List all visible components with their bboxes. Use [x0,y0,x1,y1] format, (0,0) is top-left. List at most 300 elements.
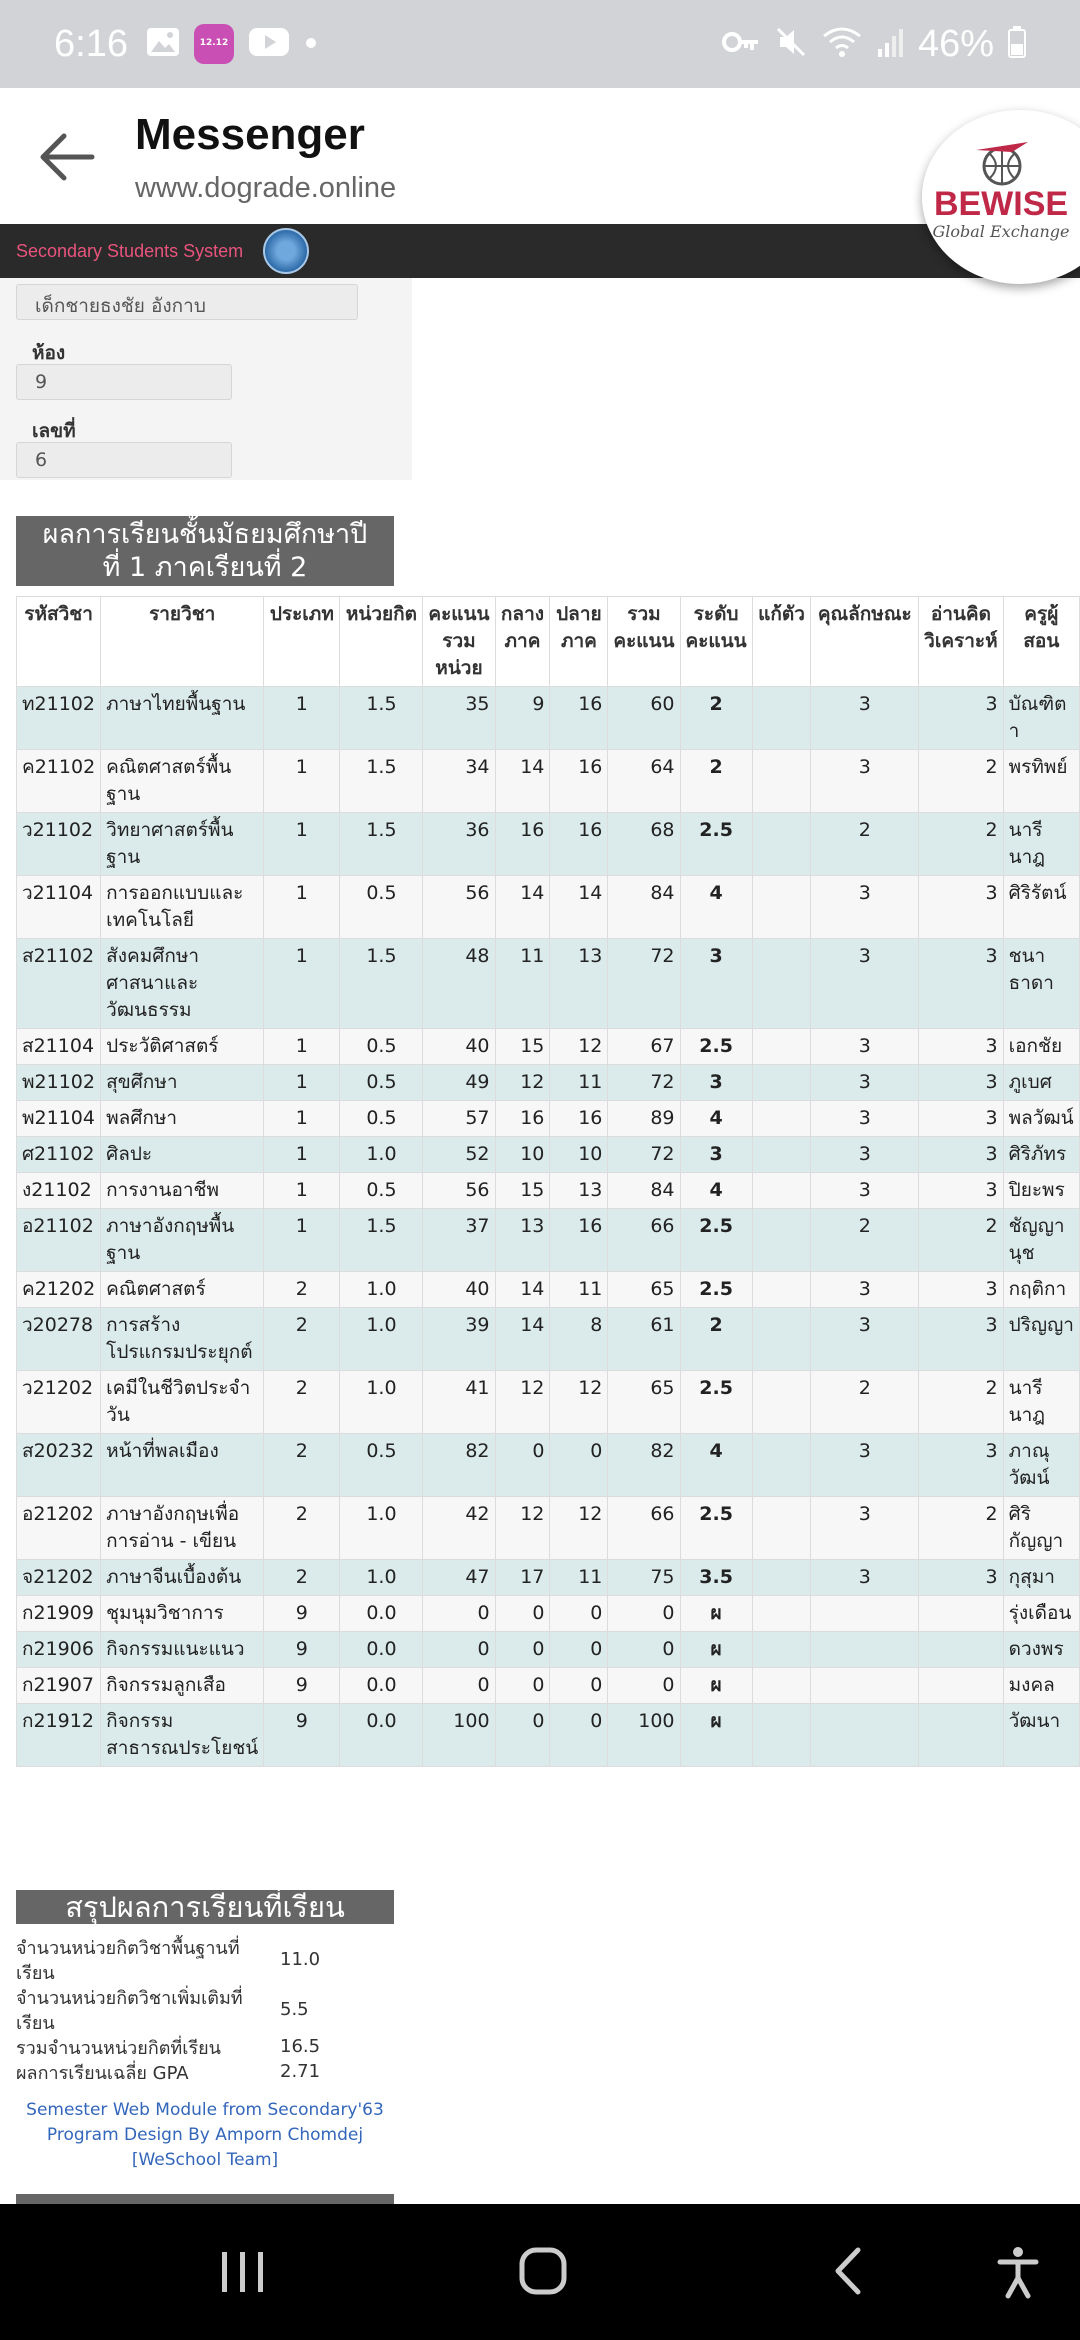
cell-subject: กิจกรรมสาธารณประโยชน์ [101,1704,264,1767]
page-url: www.dograde.online [135,172,397,204]
summary-label: จำนวนหน่วยกิตวิชาพื้นฐานที่เรียน [16,1938,240,1984]
cell-final: 16 [550,750,608,813]
battery-percent: 46% [917,22,994,65]
cell-retake [752,1668,811,1704]
summary-row [16,1986,394,2036]
cell-subject: การงานอาชีพ [101,1173,264,1209]
column-header-retake: แก้ตัว [752,597,811,687]
cell-trait: 3 [811,1137,919,1173]
youtube-icon [248,27,290,61]
cell-credit: 0.0 [340,1668,423,1704]
cell-type: 1 [264,750,340,813]
back-button[interactable] [36,126,98,188]
cell-subject: เคมีในชีวิตประจำวัน [101,1371,264,1434]
column-header-grade: ระดับคะแนน [680,597,752,687]
cell-credit: 0.5 [340,1065,423,1101]
cell-read: 2 [919,750,1003,813]
cell-unit: 37 [423,1209,495,1272]
cell-trait: 2 [811,1209,919,1272]
cell-grade: 4 [680,876,752,939]
cell-teacher: มงคล [1003,1668,1079,1704]
cell-final: 16 [550,813,608,876]
cell-credit: 0.5 [340,1173,423,1209]
cell-type: 9 [264,1668,340,1704]
cell-mid: 10 [495,1137,550,1173]
cell-code: ค21202 [17,1272,101,1308]
cell-subject: วิทยาศาสตร์พื้นฐาน [101,813,264,876]
cell-subject: ภาษาอังกฤษพื้นฐาน [101,1209,264,1272]
room-label: ห้อง [32,342,66,364]
cell-retake [752,1560,811,1596]
cell-total: 75 [608,1560,680,1596]
cell-read: 3 [919,1029,1003,1065]
cell-read: 3 [919,1065,1003,1101]
cell-teacher: ศิริกัญญา [1003,1497,1079,1560]
cell-code: ค21102 [17,750,101,813]
cell-grade: 3.5 [680,1560,752,1596]
status-time: 6:16 [54,22,128,65]
cell-mid: 17 [495,1560,550,1596]
cell-retake [752,1434,811,1497]
grades-heading-line2: ที่ 1 ภาคเรียนที่ 2 [102,552,308,583]
cell-trait [811,1668,919,1704]
cell-teacher: กฤติกา [1003,1272,1079,1308]
cell-read: 2 [919,813,1003,876]
cell-retake [752,1632,811,1668]
summary-row [16,2036,394,2061]
cell-teacher: พรทิพย์ [1003,750,1079,813]
column-header-total: รวมคะแนน [608,597,680,687]
cell-code: ว20278 [17,1308,101,1371]
cell-total: 60 [608,687,680,750]
cell-type: 1 [264,939,340,1029]
cell-subject: ภาษาอังกฤษเพื่อการอ่าน - เขียน [101,1497,264,1560]
summary-box [16,1936,394,2086]
cell-read: 2 [919,1209,1003,1272]
cell-read: 3 [919,1434,1003,1497]
cell-subject: คณิตศาสตร์ [101,1272,264,1308]
cell-grade: 3 [680,1065,752,1101]
cell-mid: 0 [495,1668,550,1704]
cell-teacher: รุ่งเดือน [1003,1596,1079,1632]
cell-type: 9 [264,1704,340,1767]
cell-grade: 2.5 [680,1371,752,1434]
table-row [17,1668,1080,1704]
cell-final: 0 [550,1668,608,1704]
table-row [17,813,1080,876]
cell-final: 10 [550,1137,608,1173]
cell-final: 16 [550,687,608,750]
column-header-teacher: ครูผู้สอน [1003,597,1079,687]
table-row [17,687,1080,750]
cell-teacher: นารีนาฎ [1003,813,1079,876]
cell-total: 65 [608,1371,680,1434]
dot-icon [304,35,318,54]
cell-code: ส21104 [17,1029,101,1065]
cell-credit: 0.5 [340,1434,423,1497]
cell-trait: 3 [811,687,919,750]
cell-grade: 2 [680,687,752,750]
cell-type: 2 [264,1434,340,1497]
table-row [17,1101,1080,1137]
cell-grade: 4 [680,1101,752,1137]
cell-trait: 3 [811,1560,919,1596]
cell-total: 0 [608,1668,680,1704]
cell-final: 12 [550,1497,608,1560]
cell-trait: 3 [811,1173,919,1209]
cell-unit: 42 [423,1497,495,1560]
recents-button[interactable] [218,2244,268,2304]
cell-grade: 2 [680,750,752,813]
table-row [17,1308,1080,1371]
cell-total: 67 [608,1029,680,1065]
cell-trait: 2 [811,1371,919,1434]
cell-unit: 49 [423,1065,495,1101]
mute-icon [774,25,808,63]
cell-grade: 2.5 [680,1209,752,1272]
cell-unit: 0 [423,1668,495,1704]
cell-retake [752,1209,811,1272]
cell-subject: สังคมศึกษา ศาสนาและวัฒนธรรม [101,939,264,1029]
cell-mid: 14 [495,750,550,813]
column-header-credit: หน่วยกิต [340,597,423,687]
cell-unit: 57 [423,1101,495,1137]
cell-final: 12 [550,1371,608,1434]
cell-read: 3 [919,1308,1003,1371]
cell-retake [752,939,811,1029]
cell-grade: ผ [680,1632,752,1668]
grades-heading-line1: ผลการเรียนชั้นมัธยมศึกษาปี [42,519,368,550]
column-header-final: ปลายภาค [550,597,608,687]
home-button[interactable] [518,2244,570,2304]
cell-subject: คณิตศาสตร์พื้นฐาน [101,750,264,813]
cell-trait: 3 [811,1497,919,1560]
table-row [17,1137,1080,1173]
cell-code: ก21909 [17,1596,101,1632]
cell-type: 9 [264,1632,340,1668]
cell-total: 0 [608,1596,680,1632]
cell-teacher: บัณฑิตา [1003,687,1079,750]
cell-type: 1 [264,1173,340,1209]
gallery-icon [146,27,180,61]
cell-unit: 56 [423,1173,495,1209]
cell-type: 1 [264,1137,340,1173]
cell-grade: 2 [680,1308,752,1371]
cell-mid: 15 [495,1029,550,1065]
cell-retake [752,1704,811,1767]
number-field[interactable]: 6 [16,442,232,478]
cell-code: ก21912 [17,1704,101,1767]
cell-credit: 1.0 [340,1560,423,1596]
cell-total: 66 [608,1497,680,1560]
cell-unit: 39 [423,1308,495,1371]
site-name[interactable]: Secondary Students System [16,240,244,261]
cell-subject: การออกแบบและเทคโนโลยี [101,876,264,939]
cell-subject: หน้าที่พลเมือง [101,1434,264,1497]
cell-subject: กิจกรรมแนะแนว [101,1632,264,1668]
wifi-icon [822,26,862,62]
cell-code: ง21102 [17,1173,101,1209]
cell-trait: 3 [811,939,919,1029]
cell-unit: 34 [423,750,495,813]
cell-mid: 12 [495,1371,550,1434]
column-header-read: อ่านคิดวิเคราะห์ [919,597,1003,687]
cell-total: 68 [608,813,680,876]
table-header-row [17,597,1080,687]
table-row [17,1065,1080,1101]
cell-trait: 3 [811,1065,919,1101]
cell-retake [752,687,811,750]
table-row [17,750,1080,813]
cell-total: 72 [608,939,680,1029]
cell-type: 1 [264,876,340,939]
cell-read: 3 [919,939,1003,1029]
cell-grade: 4 [680,1173,752,1209]
cell-total: 82 [608,1434,680,1497]
cell-read: 2 [919,1497,1003,1560]
credit-text[interactable]: Semester Web Module from Secondary'63 Program Design By Amporn Chomdej [WeSchool Team] [26,2100,384,2170]
cell-total: 84 [608,1173,680,1209]
cell-unit: 52 [423,1137,495,1173]
cell-read: 3 [919,687,1003,750]
summary-value: 16.5 [280,2036,321,2057]
cell-teacher: ชนาธาดา [1003,939,1079,1029]
cell-mid: 15 [495,1173,550,1209]
cell-code: ท21102 [17,687,101,750]
cell-retake [752,1497,811,1560]
cell-subject: ประวัติศาสตร์ [101,1029,264,1065]
column-header-mid: กลางภาค [495,597,550,687]
cell-total: 64 [608,750,680,813]
cell-final: 13 [550,1173,608,1209]
cell-total: 66 [608,1209,680,1272]
summary-heading: สรุปผลการเรียนที่เรียน [16,1890,394,1924]
student-info-panel [0,278,412,480]
column-header-type: ประเภท [264,597,340,687]
cell-grade: 2.5 [680,1029,752,1065]
cell-mid: 14 [495,1272,550,1308]
cell-retake [752,813,811,876]
summary-label: รวมจำนวนหน่วยกิตที่เรียน [16,2038,221,2059]
table-row [17,1497,1080,1560]
shopee-badge-icon [194,24,234,64]
cell-mid: 13 [495,1209,550,1272]
cell-code: อ21102 [17,1209,101,1272]
status-bar [0,0,1080,88]
cell-code: อ21202 [17,1497,101,1560]
table-row [17,1560,1080,1596]
cell-retake [752,1029,811,1065]
accessibility-icon [994,2244,1042,2300]
table-row [17,1596,1080,1632]
summary-row [16,2061,394,2086]
cell-code: ก21907 [17,1668,101,1704]
cell-read: 3 [919,1560,1003,1596]
student-name-field[interactable]: เด็กชายธงชัย อังกาบ [16,284,358,320]
cell-type: 1 [264,813,340,876]
cell-teacher: ศิริรัตน์ [1003,876,1079,939]
cell-trait [811,1632,919,1668]
cell-mid: 14 [495,876,550,939]
cell-credit: 0.0 [340,1704,423,1767]
cell-teacher: กุสุมา [1003,1560,1079,1596]
cell-unit: 41 [423,1371,495,1434]
cell-grade: 2.5 [680,1272,752,1308]
cell-trait [811,1704,919,1767]
cell-unit: 40 [423,1029,495,1065]
cell-total: 61 [608,1308,680,1371]
table-row [17,939,1080,1029]
cell-grade: 4 [680,1434,752,1497]
nav-back-icon [828,2244,868,2300]
cell-type: 2 [264,1560,340,1596]
cell-code: ว21104 [17,876,101,939]
cell-credit: 1.0 [340,1497,423,1560]
cell-trait: 3 [811,876,919,939]
cell-credit: 0.5 [340,1101,423,1137]
table-row [17,1371,1080,1434]
cell-type: 2 [264,1497,340,1560]
table-row [17,876,1080,939]
cell-total: 65 [608,1272,680,1308]
cell-code: พ21104 [17,1101,101,1137]
shopee-badge-text: 12.12 [199,38,229,48]
cell-trait: 3 [811,1272,919,1308]
cell-trait: 3 [811,1101,919,1137]
cell-type: 2 [264,1272,340,1308]
cell-credit: 1.5 [340,813,423,876]
cell-unit: 40 [423,1272,495,1308]
cell-final: 11 [550,1272,608,1308]
cell-mid: 0 [495,1632,550,1668]
cell-type: 1 [264,687,340,750]
cell-subject: กิจกรรมลูกเสือ [101,1668,264,1704]
number-label: เลขที่ [32,420,76,442]
cell-final: 14 [550,876,608,939]
cell-credit: 1.0 [340,1308,423,1371]
cell-retake [752,1137,811,1173]
cell-read: 3 [919,1173,1003,1209]
cell-credit: 0.5 [340,1029,423,1065]
summary-label: จำนวนหน่วยกิตวิชาเพิ่มเติมที่เรียน [16,1988,243,2034]
table-row [17,1434,1080,1497]
cell-read [919,1704,1003,1767]
cell-mid: 9 [495,687,550,750]
cell-mid: 16 [495,813,550,876]
cell-unit: 48 [423,939,495,1029]
system-nav-bar [0,2204,1080,2340]
cell-grade: ผ [680,1668,752,1704]
table-row [17,1029,1080,1065]
column-header-subject: รายวิชา [101,597,264,687]
cell-final: 0 [550,1434,608,1497]
cell-read [919,1668,1003,1704]
grades-table [16,596,1080,1767]
cell-subject: ศิลปะ [101,1137,264,1173]
cell-final: 0 [550,1632,608,1668]
cell-mid: 12 [495,1497,550,1560]
grades-heading [16,516,394,586]
cell-read [919,1632,1003,1668]
table-row [17,1173,1080,1209]
cell-retake [752,1308,811,1371]
ad-tagline: Global Exchange [932,222,1070,241]
cell-type: 9 [264,1596,340,1632]
cell-mid: 16 [495,1101,550,1137]
cell-final: 12 [550,1029,608,1065]
column-header-trait: คุณลักษณะ [811,597,919,687]
cell-final: 11 [550,1560,608,1596]
cell-credit: 0.0 [340,1596,423,1632]
cell-subject: ชุมนุมวิชาการ [101,1596,264,1632]
cell-unit: 36 [423,813,495,876]
cell-read: 3 [919,876,1003,939]
recents-icon [218,2244,268,2300]
globe-plane-icon [970,138,1034,186]
battery-icon [1008,26,1026,62]
key-icon [722,30,760,58]
cell-teacher: ชัญญานุช [1003,1209,1079,1272]
cell-retake [752,1371,811,1434]
summary-value: 2.71 [280,2061,321,2082]
cell-mid: 0 [495,1434,550,1497]
cell-read: 3 [919,1272,1003,1308]
cell-credit: 1.5 [340,687,423,750]
cell-type: 1 [264,1029,340,1065]
cell-code: ก21906 [17,1632,101,1668]
room-field[interactable]: 9 [16,364,232,400]
cell-teacher: ภูเบศ [1003,1065,1079,1101]
cell-teacher: ภาณุวัฒน์ [1003,1434,1079,1497]
accessibility-button[interactable] [994,2244,1042,2304]
cell-grade: 3 [680,939,752,1029]
cell-teacher: ศิริภัทร [1003,1137,1079,1173]
column-header-code: รหัสวิชา [17,597,101,687]
cell-total: 84 [608,876,680,939]
cell-grade: 3 [680,1137,752,1173]
table-row [17,1272,1080,1308]
table-row [17,1704,1080,1767]
cell-type: 1 [264,1101,340,1137]
cell-retake [752,1065,811,1101]
cell-mid: 0 [495,1704,550,1767]
cell-credit: 1.5 [340,1209,423,1272]
signal-icon [876,27,904,61]
cell-code: จ21202 [17,1560,101,1596]
cell-credit: 1.0 [340,1137,423,1173]
cell-final: 13 [550,939,608,1029]
cell-trait: 3 [811,1029,919,1065]
cell-trait [811,1596,919,1632]
cell-code: ศ21102 [17,1137,101,1173]
cell-total: 89 [608,1101,680,1137]
cell-trait: 3 [811,1308,919,1371]
cell-code: ว21202 [17,1371,101,1434]
cell-mid: 12 [495,1065,550,1101]
table-row [17,1209,1080,1272]
cell-teacher: ดวงพร [1003,1632,1079,1668]
cell-trait: 3 [811,1434,919,1497]
cell-mid: 11 [495,939,550,1029]
cell-final: 8 [550,1308,608,1371]
cell-trait: 2 [811,813,919,876]
cell-read: 2 [919,1371,1003,1434]
nav-back-button[interactable] [828,2244,868,2304]
cell-unit: 82 [423,1434,495,1497]
cell-unit: 100 [423,1704,495,1767]
summary-label: ผลการเรียนเฉลี่ย GPA [16,2063,189,2084]
cell-teacher: นารีนาฎ [1003,1371,1079,1434]
